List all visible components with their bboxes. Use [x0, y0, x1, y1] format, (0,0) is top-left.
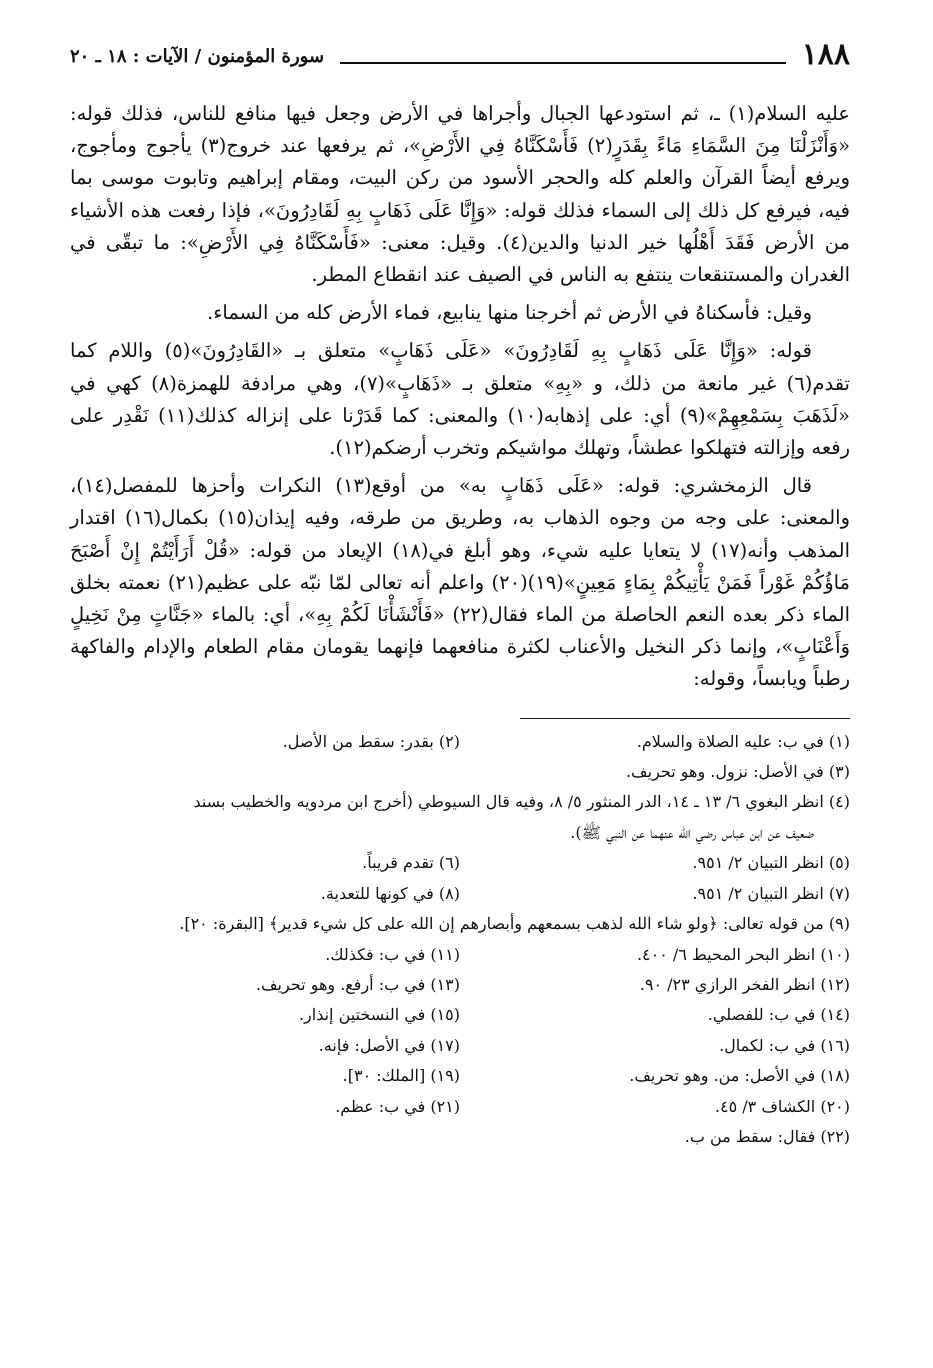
page-header — [70, 37, 850, 72]
footnote: (١٥) في النسختين إنذار. — [298, 1005, 460, 1025]
footnote: (٢٠) الكشاف ٣/ ٤٥. — [714, 1096, 850, 1116]
footnote: (٤) انظر البغوي ٦/ ١٣ ـ ١٤، الدر المنثور ٥/ ٨، وفيه قال السيوطي (أخرج ابن مردويه والخطيب بسند — [193, 792, 850, 812]
footnote: (١٠) انظر البحر المحيط ٦/ ٤٠٠. — [636, 944, 850, 964]
footnote: (١١) في ب: فكذلك. — [325, 944, 460, 964]
paragraph: عليه السلام(١) ـ، ثم استودعها الجبال وأجراها في الأرض وجعل فيها منافع للناس، فذلك قوله: «وَأَنْزَلْنَا مِنَ السَّمَاءِ مَاءً بِقَدَرٍ(٢) فَأَسْكَنَّاهُ فِي الأَرْضِ»، ثم يرفعها عند خروج(٣) يأجوج ومأجوج، ويرفع أيضاً القرآن والعلم كله والحجر الأسود من ركن البيت، ومقام إبراهيم وتابوت موسى بما فيه، فيرفع كل ذلك إلى السماء فذلك قوله: «وَإِنَّا عَلَى ذَهَابٍ بِهِ لَقَادِرُونَ»، فإذا رفعت هذه الأشياء من الأرض فَقَدَ أَهْلُها خير الدنيا والدين(٤). وقيل: معنى: «فَأَسْكَنَّاهُ فِي الأَرْضِ»: ما تبقّى في الغدران والمستنقعات ينتفع به الناس في الصيف عند انقطاع المطر. — [70, 102, 851, 287]
footnote-separator — [520, 718, 850, 719]
footnote: (٩) من قوله تعالى: ﴿ولو شاء الله لذهب بسمعهم وأبصارهم إن الله على كل شيء قدير﴾ [البقرة: ٢٠]. — [179, 914, 850, 934]
footnote: (١٧) في الأصل: فإنه. — [318, 1035, 460, 1055]
footnote: (١٩) [الملك: ٣٠]. — [342, 1066, 460, 1086]
footnote: (١٨) في الأصل: من. وهو تحريف. — [629, 1066, 850, 1086]
header-rule — [340, 62, 786, 64]
footnote: (١٢) انظر الفخر الرازي ٢٣/ ٩٠. — [639, 974, 850, 994]
footnote-row — [70, 1092, 850, 1122]
footnote: (٢٢) فقال: سقط من ب. — [684, 1126, 850, 1146]
footnote: (٦) تقدم قريباً. — [362, 853, 460, 873]
footnote: (٧) انظر التبيان ٢/ ٩٥١. — [692, 883, 850, 903]
footnote-row — [70, 848, 850, 878]
paragraph: قال الزمخشري: قوله: «عَلَى ذَهَابٍ به» من أوقع(١٣) النكرات وأحزها للمفصل(١٤)، والمعنى: على وجه من وجوه الذهاب به، وطريق من طرقه، وفيه إيذان(١٥) بكمال(١٦) اقتدار المذهب وأنه(١٧) لا يتعايا عليه شيء، وهو أبلغ في(١٨) الإيعاد من قوله: «قُلْ أَرَأَيْتُمْ إِنْ أَصْبَحَ مَاؤُكُمْ غَوْراً فَمَنْ يَأْتِيكُمْ بِمَاءٍ مَعِينٍ»(١٩)(٢٠) واعلم أنه تعالى لمّا نبّه على عظيم(٢١) نعمته بخلق الماء ذكر بعده النعم الحاصلة من الماء فقال(٢٢) «فَأَنْشَأْنَا لَكُمْ بِهِ»، أي: بالماء «جَنَّاتٍ مِنْ نَخِيلٍ وَأَعْنَابٍ»، وإنما ذكر النخيل والأعناب لكثرة منافعهما فإنهما يقومان مقام الطعام والإدام والفاكهة رطباً ويابساً، وقوله: — [70, 474, 851, 691]
footnote-row — [70, 1000, 850, 1030]
page-number: ١٨٨ — [801, 37, 850, 72]
footnote-row — [70, 1061, 850, 1091]
footnote-row — [70, 1031, 850, 1061]
footnote: (٣) في الأصل: نزول. وهو تحريف. — [625, 762, 850, 782]
footnote: (٨) في كونها للتعدية. — [320, 883, 460, 903]
footnote-row — [70, 727, 850, 757]
footnote: (٢١) في ب: عظم. — [335, 1096, 460, 1116]
main-text — [70, 98, 850, 696]
page — [70, 37, 851, 1152]
footnote: (٢) بقدر: سقط من الأصل. — [282, 731, 460, 751]
footnote-continuation: ضعيف عن ابن عباس رضي الله عنهما عن النبي ﷺ). — [570, 822, 814, 842]
footnote-row — [70, 970, 850, 1000]
paragraph: قوله: «وَإِنَّا عَلَى ذَهَابٍ بِهِ لَقَادِرُونَ» «عَلَى ذَهَابٍ» متعلق بـ «القَادِرُونَ»(٥) واللام كما تقدم(٦) غير مانعة من ذلك، و «بِهِ» متعلق بـ «ذَهَابٍ»(٧)، وهي مرادفة للهمزة(٨) كهي في «لَذَهَبَ بِسَمْعِهِمْ»(٩) أي: على إذهابه(١٠) والمعنى: كما قَدَرْنا على إنزاله كذلك(١١) نَقْدِر على رفعه وإزالته فتهلكوا عطشاً، وتهلك مواشيكم وتخرب أرضكم(١٢). — [70, 339, 850, 460]
running-title: سورة المؤمنون / الآيات : ١٨ ـ ٢٠ — [70, 46, 325, 67]
paragraph: وقيل: فأسكناهُ في الأرض ثم أخرجنا منها ينابيع، فماء الأرض كله من السماء. — [207, 301, 812, 325]
footnote: (١٤) في ب: للفصلي. — [707, 1005, 850, 1025]
footnote: (١) في ب: عليه الصلاة والسلام. — [636, 731, 850, 751]
footnotes — [70, 727, 850, 1153]
footnote: (١٣) في ب: أرفع. وهو تحريف. — [255, 974, 460, 994]
footnote: (٥) انظر التبيان ٢/ ٩٥١. — [692, 853, 850, 873]
footnote-row — [70, 879, 850, 909]
footnote-row — [70, 940, 850, 970]
footnote: (١٦) في ب: لكمال. — [719, 1035, 850, 1055]
